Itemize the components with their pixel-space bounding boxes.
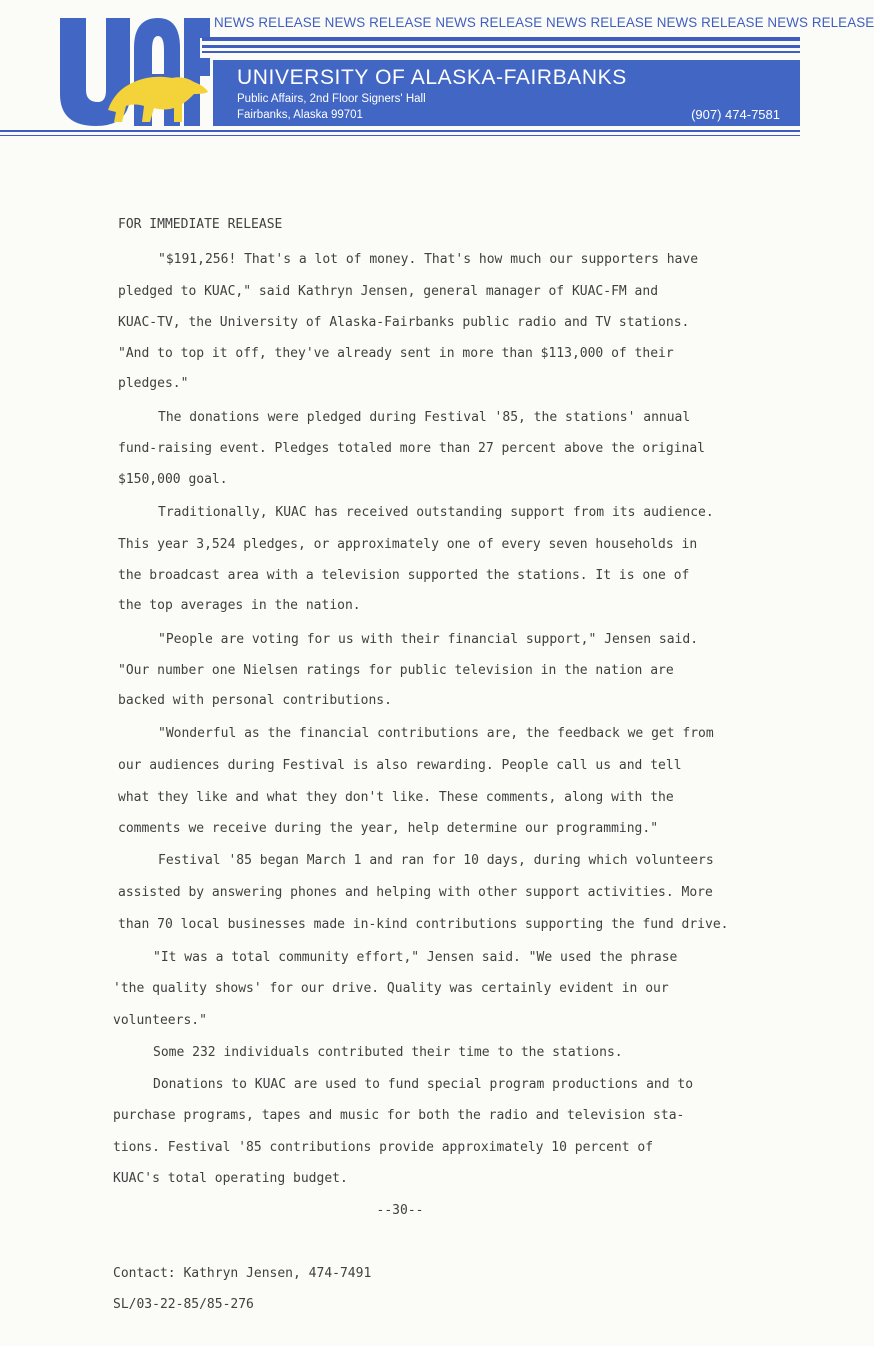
- news-release-strip: NEWS RELEASE NEWS RELEASE NEWS RELEASE NEWS RELEASE NEWS RELEASE NEWS RELEASE: [214, 15, 874, 30]
- reference-code: SL/03-22-85/85-276: [113, 1297, 254, 1312]
- address-line-1: Public Affairs, 2nd Floor Signers' Hall: [237, 93, 426, 105]
- release-line: our audiences during Festival is also rewarding. People call us and tell: [118, 758, 682, 773]
- release-line: Festival '85 began March 1 and ran for 10 days, during which volunteers: [158, 853, 714, 868]
- header-rule: [202, 37, 800, 41]
- release-line: This year 3,524 pledges, or approximately one of every seven households in: [118, 537, 698, 552]
- release-line: pledged to KUAC," said Kathryn Jensen, general manager of KUAC-FM and: [118, 284, 659, 299]
- release-line: "It was a total community effort," Jensen said. "We used the phrase: [153, 950, 678, 965]
- release-line: purchase programs, tapes and music for both the radio and television sta-: [113, 1108, 685, 1123]
- release-line: "And to top it off, they've already sent in more than $113,000 of their: [118, 346, 674, 361]
- header-rule: [202, 51, 800, 53]
- phone-number: (907) 474-7581: [691, 107, 780, 122]
- letterhead: [0, 0, 874, 140]
- release-line: "Our number one Nielsen ratings for public television in the nation are: [118, 663, 674, 678]
- release-line: tions. Festival '85 contributions provide approximately 10 percent of: [113, 1140, 654, 1155]
- release-line: KUAC-TV, the University of Alaska-Fairbanks public radio and TV stations.: [118, 315, 690, 330]
- release-line: KUAC's total operating budget.: [113, 1171, 348, 1186]
- release-line: what they like and what they don't like. These comments, along with the: [118, 790, 674, 805]
- release-line: than 70 local businesses made in-kind contributions supporting the fund drive.: [118, 917, 729, 932]
- end-mark: --30--: [376, 1203, 424, 1218]
- release-line: the broadcast area with a television supported the stations. It is one of: [118, 568, 690, 583]
- release-line: Traditionally, KUAC has received outstanding support from its audience.: [158, 505, 714, 520]
- release-line: "$191,256! That's a lot of money. That's how much our supporters have: [158, 252, 699, 267]
- release-line: Donations to KUAC are used to fund special program productions and to: [153, 1077, 694, 1092]
- bottom-rule: [0, 135, 800, 136]
- header-rule: [202, 45, 800, 48]
- release-line: Some 232 individuals contributed their time to the stations.: [153, 1045, 623, 1060]
- address-line-2: Fairbanks, Alaska 99701: [237, 109, 363, 121]
- release-line: "Wonderful as the financial contributions are, the feedback we get from: [158, 726, 714, 741]
- release-line: comments we receive during the year, help determine our programming.": [118, 821, 659, 836]
- release-line: $150,000 goal.: [118, 472, 228, 487]
- release-label: FOR IMMEDIATE RELEASE: [118, 217, 283, 232]
- release-line: The donations were pledged during Festival '85, the stations' annual: [158, 410, 691, 425]
- contact-line: Contact: Kathryn Jensen, 474-7491: [113, 1266, 372, 1281]
- university-band: [213, 60, 800, 126]
- university-name: UNIVERSITY OF ALASKA-FAIRBANKS: [237, 66, 627, 89]
- release-line: volunteers.": [113, 1013, 207, 1028]
- release-line: the top averages in the nation.: [118, 598, 361, 613]
- release-line: fund-raising event. Pledges totaled more than 27 percent above the original: [118, 441, 705, 456]
- release-line: backed with personal contributions.: [118, 693, 392, 708]
- release-line: "People are voting for us with their financial support," Jensen said.: [158, 632, 699, 647]
- bottom-rule: [0, 130, 800, 132]
- uaf-logo: [60, 18, 210, 126]
- release-line: assisted by answering phones and helping with other support activities. More: [118, 885, 713, 900]
- release-line: 'the quality shows' for our drive. Quality was certainly evident in our: [113, 981, 669, 996]
- release-line: pledges.": [118, 376, 189, 391]
